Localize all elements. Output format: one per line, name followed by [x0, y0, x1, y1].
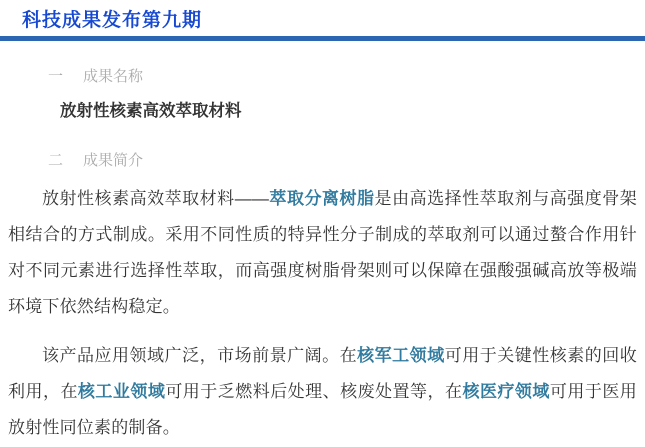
paragraph-text: 可用于医用放射性同位素的制备。 [8, 382, 638, 437]
section-2-heading [48, 153, 645, 169]
paragraph-text: 可用于关键性核素的回收利用，在 [8, 346, 637, 401]
paragraph-text: 可用于乏燃料后处理、核废处置等，在 [165, 382, 463, 401]
header-divider [0, 36, 645, 41]
paragraph-text: 是由高选择性萃取剂与高强度骨架相结合的方式制成。采用不同性质的特异性分子制成的萃取剂可以通过螯合作用针对不同元素进行选择性萃取，而高强度树脂骨架则可以保障在强酸强碱高放等极端环境下依然结构稳定。 [8, 189, 638, 316]
section-1-heading [48, 69, 645, 85]
section-2-number: 二 [48, 152, 64, 169]
paragraph-text: 该产品应用领域广泛，市场前景广阔。在 [42, 346, 358, 365]
highlight-keyword: 核医疗领域 [462, 382, 550, 401]
section-2-label: 成果简介 [83, 152, 144, 169]
intro-paragraph-1 [8, 181, 637, 325]
highlight-keyword: 萃取分离树脂 [269, 189, 375, 208]
achievement-name: 放射性核素高效萃取材料 [60, 102, 242, 120]
page-title: 科技成果发布第九期 [22, 10, 203, 31]
highlight-keyword: 核工业领域 [77, 382, 166, 401]
paragraph-text: 放射性核素高效萃取材料—— [42, 189, 270, 208]
section-1-label: 成果名称 [83, 68, 144, 85]
intro-paragraph-2 [8, 338, 637, 446]
section-1-number: 一 [48, 68, 64, 85]
highlight-keyword: 核军工领域 [357, 346, 445, 365]
